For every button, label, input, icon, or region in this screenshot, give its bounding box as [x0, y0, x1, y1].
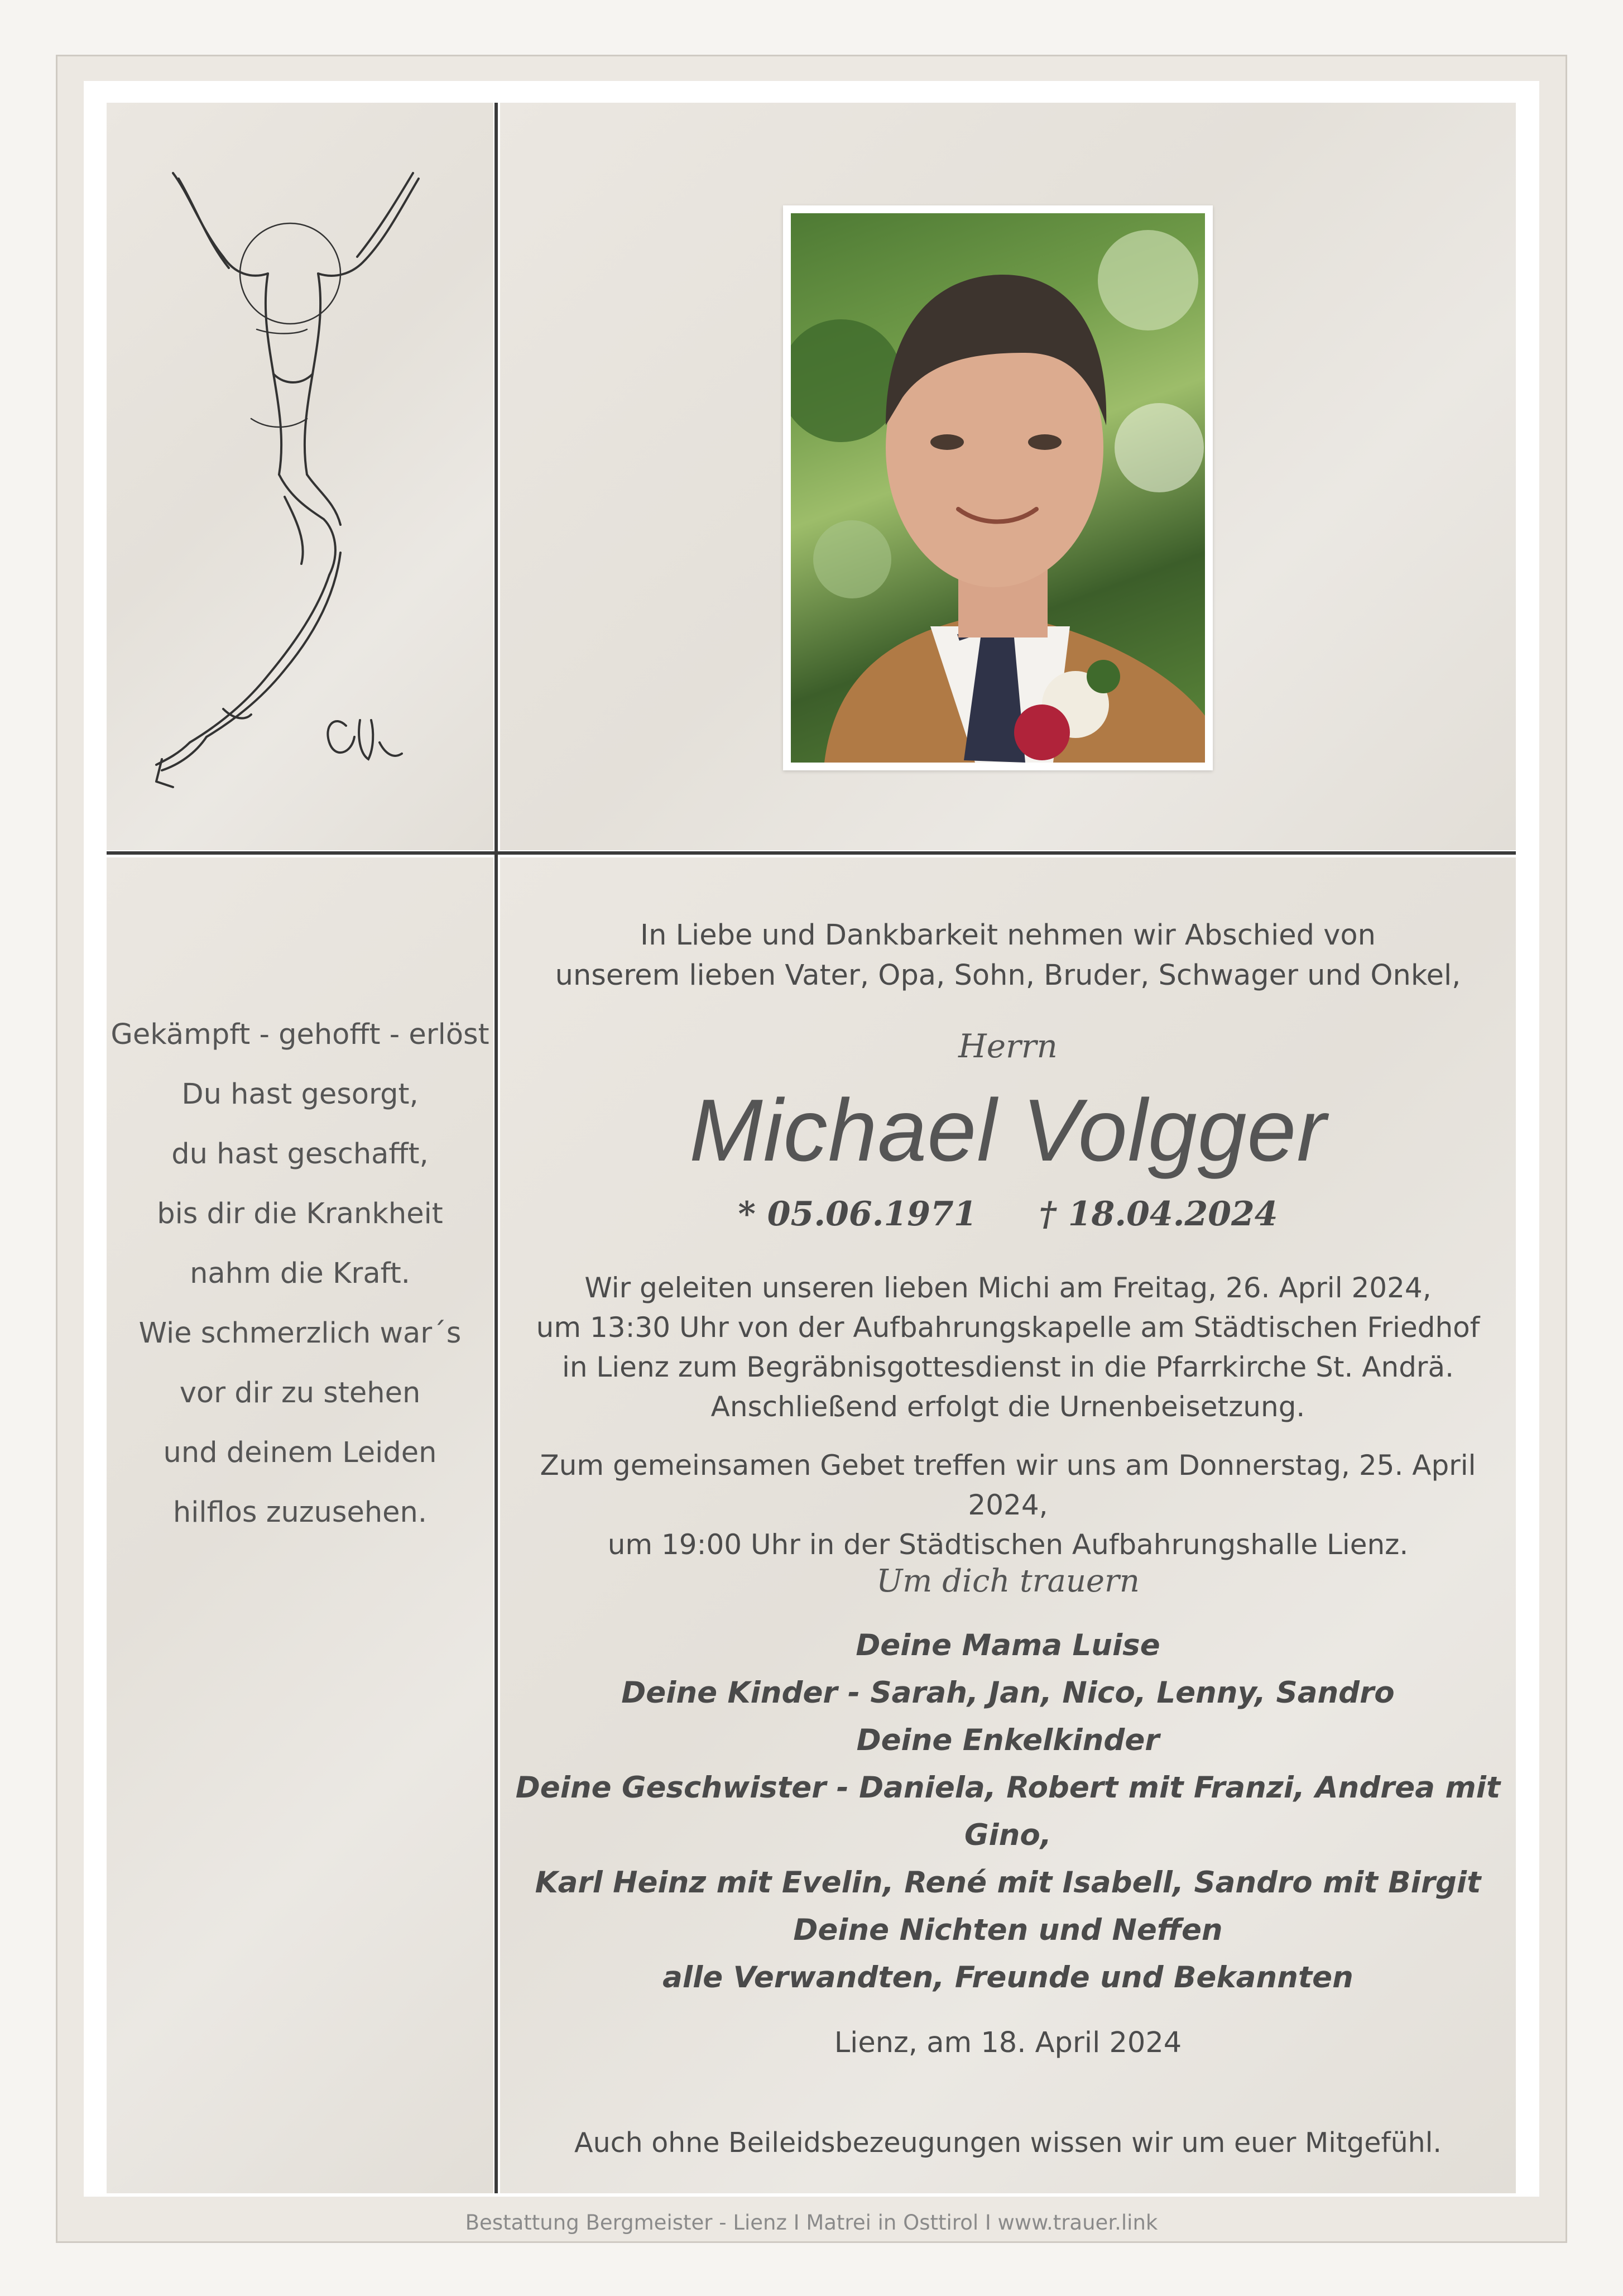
prayer-line: um 19:00 Uhr in der Städtischen Aufbahrungshalle Lienz. — [607, 1528, 1409, 1561]
portrait-photo — [791, 213, 1205, 763]
funeral-line: Wir geleiten unseren lieben Michi am Freitag, 26. April 2024, — [584, 1272, 1432, 1304]
footer-credit: Bestattung Bergmeister - Lienz I Matrei in Osttirol I www.trauer.link — [465, 2211, 1158, 2235]
mourner-line: Deine Enkelkinder — [856, 1723, 1160, 1757]
prayer-line: Zum gemeinsamen Gebet treffen wir uns am Donnerstag, 25. April 2024, — [540, 1449, 1476, 1521]
salutation: Herrn — [958, 1027, 1058, 1065]
mourner-line: alle Verwandten, Freunde und Bekannten — [662, 1961, 1353, 1995]
poem-line: Gekämpft - gehofft - erlöst — [111, 1018, 489, 1051]
mourner-line: Deine Mama Luise — [856, 1628, 1160, 1662]
poem — [107, 1005, 493, 1542]
mourner-line: Deine Nichten und Neffen — [793, 1913, 1223, 1947]
death-date: † 18.04.2024 — [1039, 1195, 1278, 1234]
poem-line: hilflos zuzusehen. — [172, 1496, 428, 1529]
closing-note: Auch ohne Beileidsbezeugungen wissen wir um euer Mitgefühl. — [574, 2127, 1442, 2159]
funeral-details — [500, 1268, 1516, 1427]
mourners-list — [500, 1622, 1516, 2001]
poem-line: vor dir zu stehen — [179, 1377, 421, 1410]
poem-line: nahm die Kraft. — [190, 1257, 410, 1290]
poem-line: Wie schmerzlich war´s — [138, 1317, 462, 1350]
prayer-details — [500, 1446, 1516, 1565]
mourners-intro: Um dich trauern — [876, 1563, 1140, 1599]
poem-line: du hast geschafft, — [171, 1138, 429, 1171]
place-and-date: Lienz, am 18. April 2024 — [834, 2026, 1182, 2059]
portrait-frame — [783, 205, 1213, 770]
poem-line: bis dir die Krankheit — [157, 1197, 443, 1230]
cross-divider-vertical — [494, 103, 498, 2193]
mourner-line: Deine Kinder - Sarah, Jan, Nico, Lenny, Sandro — [621, 1676, 1395, 1710]
deceased-name: Michael Volgger — [689, 1081, 1327, 1180]
life-dates — [500, 1195, 1516, 1234]
mourner-line: Deine Geschwister - Daniela, Robert mit Franzi, Andrea mit Gino, — [515, 1771, 1501, 1852]
crucifix-sketch-icon — [140, 162, 452, 832]
intro-line: unserem lieben Vater, Opa, Sohn, Bruder, Schwager und Onkel, — [555, 959, 1461, 992]
intro-line: In Liebe und Dankbarkeit nehmen wir Abschied von — [640, 919, 1376, 952]
funeral-line: um 13:30 Uhr von der Aufbahrungskapelle am Städtischen Friedhof — [536, 1311, 1480, 1344]
funeral-line: in Lienz zum Begräbnisgottesdienst in die Pfarrkirche St. Andrä. — [561, 1351, 1454, 1383]
mourner-line: Karl Heinz mit Evelin, René mit Isabell, Sandro mit Birgit — [535, 1866, 1481, 1900]
poem-line: Du hast gesorgt, — [181, 1078, 419, 1111]
cross-divider-horizontal — [107, 851, 1516, 855]
intro-text — [500, 915, 1516, 996]
birth-date: * 05.06.1971 — [738, 1195, 977, 1234]
poem-line: und deinem Leiden — [163, 1436, 437, 1469]
funeral-line: Anschließend erfolgt die Urnenbeisetzung. — [710, 1391, 1305, 1423]
